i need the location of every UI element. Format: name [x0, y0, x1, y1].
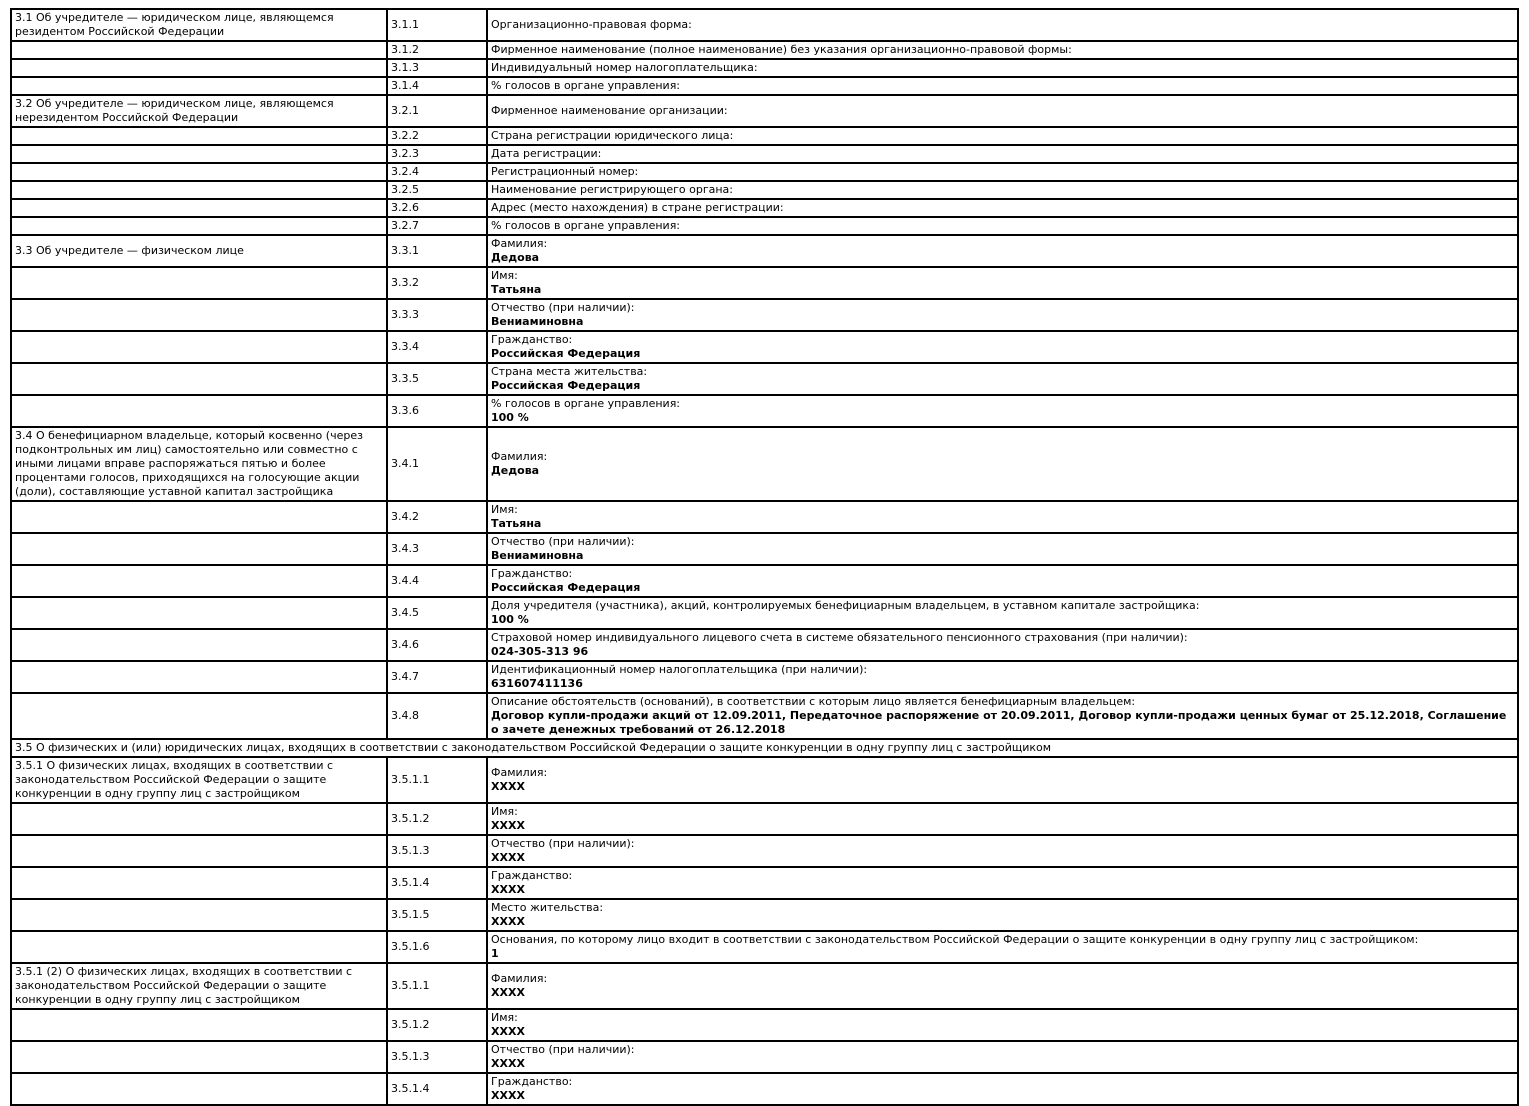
field-label: Фамилия:: [491, 450, 548, 463]
table-row: [11, 899, 1518, 931]
table-row: [11, 59, 1518, 77]
content-cell: [487, 41, 1518, 59]
content-cell: [487, 757, 1518, 803]
field-label: % голосов в органе управления:: [491, 219, 681, 232]
table-row: [11, 181, 1518, 199]
table-row: [11, 267, 1518, 299]
field-label: Доля учредителя (участника), акций, контролируемых бенефициарным владельцем, в уставном капитале застройщика:: [491, 599, 1200, 612]
section-cell: [11, 629, 387, 661]
field-value: XXXX: [491, 986, 525, 999]
table-row: [11, 835, 1518, 867]
code-cell: 3.5.1.3: [387, 1041, 487, 1073]
field-label: Описание обстоятельств (оснований), в соответствии с которым лицо является бенефициарным владельцем:: [491, 695, 1136, 708]
section-cell: [11, 1041, 387, 1073]
code-cell: 3.2.2: [387, 127, 487, 145]
code-cell: 3.3.6: [387, 395, 487, 427]
code-cell: 3.5.1.3: [387, 835, 487, 867]
field-value: 631607411136: [491, 677, 583, 690]
section-cell: 3.1 Об учредителе — юридическом лице, являющемся резидентом Российской Федерации: [11, 9, 387, 41]
section-cell: [11, 533, 387, 565]
section-cell: [11, 217, 387, 235]
content-cell: [487, 661, 1518, 693]
code-cell: 3.4.7: [387, 661, 487, 693]
table-row: [11, 533, 1518, 565]
field-label: Идентификационный номер налогоплательщика (при наличии):: [491, 663, 868, 676]
content-cell: [487, 629, 1518, 661]
section-cell: [11, 199, 387, 217]
content-cell: [487, 217, 1518, 235]
section-cell: [11, 803, 387, 835]
content-cell: [487, 427, 1518, 501]
section-cell: [11, 41, 387, 59]
code-cell: 3.5.1.6: [387, 931, 487, 963]
field-label: Имя:: [491, 1011, 518, 1024]
field-label: % голосов в органе управления:: [491, 397, 681, 410]
field-label: Имя:: [491, 503, 518, 516]
code-cell: 3.3.1: [387, 235, 487, 267]
field-label: Страна места жительства:: [491, 365, 648, 378]
section-cell: 3.4 О бенефициарном владельце, который косвенно (через подконтрольных им лиц) самостоятельно или совместно с иными лицами вправе распоряжаться пятью и более процентами голосов, приходящихся на голосующие акции (доли), составляющие уставной капитал застройщика: [11, 427, 387, 501]
field-value: 1: [491, 947, 499, 960]
section-cell: [11, 77, 387, 95]
field-value: XXXX: [491, 1089, 525, 1102]
table-row: [11, 867, 1518, 899]
content-cell: [487, 267, 1518, 299]
section-cell: 3.2 Об учредителе — юридическом лице, являющемся нерезидентом Российской Федерации: [11, 95, 387, 127]
code-cell: 3.4.2: [387, 501, 487, 533]
field-label: Гражданство:: [491, 1075, 573, 1088]
field-label: Гражданство:: [491, 869, 573, 882]
table-row: [11, 427, 1518, 501]
table-row: [11, 199, 1518, 217]
code-cell: 3.4.1: [387, 427, 487, 501]
section-cell: [11, 163, 387, 181]
field-value: Дедова: [491, 251, 540, 264]
section-cell: 3.5.1 О физических лицах, входящих в соответствии с законодательством Российской Федерации о защите конкуренции в одну группу лиц с застройщиком: [11, 757, 387, 803]
group-header-row: [11, 739, 1518, 757]
field-value: Договор купли-продажи акций от 12.09.2011, Передаточное распоряжение от 20.09.2011, Договор купли-продажи ценных бумаг от 25.12.2018, Соглашение о зачете денежных требований от 26.12.2018: [491, 709, 1507, 736]
content-cell: [487, 235, 1518, 267]
table-row: [11, 693, 1518, 739]
table-row: [11, 501, 1518, 533]
field-value: Вениаминовна: [491, 549, 584, 562]
content-cell: [487, 77, 1518, 95]
code-cell: 3.2.3: [387, 145, 487, 163]
field-label: % голосов в органе управления:: [491, 79, 681, 92]
table-row: [11, 41, 1518, 59]
field-label: Дата регистрации:: [491, 147, 602, 160]
content-cell: [487, 331, 1518, 363]
code-cell: 3.5.1.4: [387, 867, 487, 899]
field-label: Страховой номер индивидуального лицевого счета в системе обязательного пенсионного страхования (при наличии):: [491, 631, 1188, 644]
table-row: [11, 331, 1518, 363]
content-cell: [487, 867, 1518, 899]
code-cell: 3.1.4: [387, 77, 487, 95]
content-cell: [487, 835, 1518, 867]
content-cell: [487, 59, 1518, 77]
field-label: Регистрационный номер:: [491, 165, 639, 178]
content-cell: [487, 1073, 1518, 1105]
field-label: Отчество (при наличии):: [491, 837, 635, 850]
field-label: Гражданство:: [491, 333, 573, 346]
section-cell: [11, 501, 387, 533]
content-cell: [487, 803, 1518, 835]
table-row: [11, 661, 1518, 693]
group-header-cell: 3.5 О физических и (или) юридических лицах, входящих в соответствии с законодательством Российской Федерации о защите конкуренции в одну группу лиц с застройщиком: [11, 739, 1518, 757]
code-cell: 3.2.5: [387, 181, 487, 199]
table-row: [11, 629, 1518, 661]
content-cell: [487, 501, 1518, 533]
content-cell: [487, 127, 1518, 145]
section-cell: [11, 1073, 387, 1105]
table-row: [11, 1041, 1518, 1073]
table-row: [11, 95, 1518, 127]
content-cell: [487, 1041, 1518, 1073]
field-label: Организационно-правовая форма:: [491, 18, 692, 31]
field-label: Имя:: [491, 805, 518, 818]
field-value: Вениаминовна: [491, 315, 584, 328]
field-value: 100 %: [491, 411, 529, 424]
field-label: Фирменное наименование (полное наименование) без указания организационно-правовой формы:: [491, 43, 1072, 56]
field-value: Татьяна: [491, 517, 542, 530]
section-cell: [11, 661, 387, 693]
code-cell: 3.5.1.1: [387, 963, 487, 1009]
field-label: Наименование регистрирующего органа:: [491, 183, 733, 196]
code-cell: 3.5.1.1: [387, 757, 487, 803]
table-row: [11, 217, 1518, 235]
section-cell: [11, 1009, 387, 1041]
content-cell: [487, 597, 1518, 629]
code-cell: 3.2.7: [387, 217, 487, 235]
table-row: [11, 77, 1518, 95]
field-label: Индивидуальный номер налогоплательщика:: [491, 61, 758, 74]
field-label: Имя:: [491, 269, 518, 282]
section-cell: [11, 395, 387, 427]
section-cell: [11, 363, 387, 395]
code-cell: 3.4.8: [387, 693, 487, 739]
field-value: Российская Федерация: [491, 379, 641, 392]
code-cell: 3.3.5: [387, 363, 487, 395]
code-cell: 3.3.4: [387, 331, 487, 363]
section-cell: [11, 331, 387, 363]
code-cell: 3.5.1.5: [387, 899, 487, 931]
section-cell: [11, 267, 387, 299]
content-cell: [487, 693, 1518, 739]
field-label: Фирменное наименование организации:: [491, 104, 728, 117]
content-cell: [487, 9, 1518, 41]
content-cell: [487, 145, 1518, 163]
field-value: Российская Федерация: [491, 347, 641, 360]
code-cell: 3.2.4: [387, 163, 487, 181]
table-row: [11, 1009, 1518, 1041]
code-cell: 3.2.6: [387, 199, 487, 217]
code-cell: 3.5.1.2: [387, 1009, 487, 1041]
field-label: Место жительства:: [491, 901, 604, 914]
disclosure-table-body: [11, 9, 1518, 1105]
table-row: [11, 127, 1518, 145]
field-value: XXXX: [491, 851, 525, 864]
code-cell: 3.5.1.2: [387, 803, 487, 835]
table-row: [11, 931, 1518, 963]
table-row: [11, 963, 1518, 1009]
section-cell: [11, 867, 387, 899]
content-cell: [487, 163, 1518, 181]
content-cell: [487, 95, 1518, 127]
field-label: Фамилия:: [491, 972, 548, 985]
section-cell: [11, 145, 387, 163]
section-cell: [11, 899, 387, 931]
code-cell: 3.2.1: [387, 95, 487, 127]
field-label: Отчество (при наличии):: [491, 301, 635, 314]
content-cell: [487, 181, 1518, 199]
code-cell: 3.1.3: [387, 59, 487, 77]
section-cell: [11, 835, 387, 867]
field-label: Гражданство:: [491, 567, 573, 580]
code-cell: 3.4.6: [387, 629, 487, 661]
field-value: XXXX: [491, 819, 525, 832]
section-cell: 3.3 Об учредителе — физическом лице: [11, 235, 387, 267]
section-cell: [11, 931, 387, 963]
field-value: Татьяна: [491, 283, 542, 296]
content-cell: [487, 199, 1518, 217]
field-value: 024-305-313 96: [491, 645, 589, 658]
code-cell: 3.4.3: [387, 533, 487, 565]
content-cell: [487, 363, 1518, 395]
content-cell: [487, 565, 1518, 597]
content-cell: [487, 1009, 1518, 1041]
field-label: Страна регистрации юридического лица:: [491, 129, 734, 142]
section-cell: [11, 597, 387, 629]
section-cell: [11, 299, 387, 331]
field-label: Отчество (при наличии):: [491, 1043, 635, 1056]
code-cell: 3.5.1.4: [387, 1073, 487, 1105]
table-row: [11, 565, 1518, 597]
field-value: XXXX: [491, 780, 525, 793]
disclosure-table: [10, 8, 1519, 1106]
field-value: XXXX: [491, 915, 525, 928]
table-row: [11, 803, 1518, 835]
section-cell: [11, 59, 387, 77]
field-value: XXXX: [491, 1057, 525, 1070]
table-row: [11, 757, 1518, 803]
field-value: XXXX: [491, 883, 525, 896]
content-cell: [487, 899, 1518, 931]
content-cell: [487, 533, 1518, 565]
table-row: [11, 299, 1518, 331]
code-cell: 3.3.2: [387, 267, 487, 299]
content-cell: [487, 963, 1518, 1009]
section-cell: [11, 127, 387, 145]
table-row: [11, 163, 1518, 181]
field-value: Дедова: [491, 464, 540, 477]
field-value: 100 %: [491, 613, 529, 626]
code-cell: 3.1.1: [387, 9, 487, 41]
section-cell: 3.5.1 (2) О физических лицах, входящих в соответствии с законодательством Российской Федерации о защите конкуренции в одну группу лиц с застройщиком: [11, 963, 387, 1009]
table-row: [11, 597, 1518, 629]
code-cell: 3.4.4: [387, 565, 487, 597]
field-value: XXXX: [491, 1025, 525, 1038]
table-row: [11, 235, 1518, 267]
code-cell: 3.1.2: [387, 41, 487, 59]
code-cell: 3.3.3: [387, 299, 487, 331]
table-row: [11, 1073, 1518, 1105]
table-row: [11, 395, 1518, 427]
field-label: Фамилия:: [491, 766, 548, 779]
content-cell: [487, 395, 1518, 427]
content-cell: [487, 299, 1518, 331]
section-cell: [11, 565, 387, 597]
section-cell: [11, 693, 387, 739]
field-label: Адрес (место нахождения) в стране регистрации:: [491, 201, 784, 214]
field-label: Фамилия:: [491, 237, 548, 250]
code-cell: 3.4.5: [387, 597, 487, 629]
field-value: Российская Федерация: [491, 581, 641, 594]
table-row: [11, 9, 1518, 41]
section-cell: [11, 181, 387, 199]
table-row: [11, 363, 1518, 395]
content-cell: [487, 931, 1518, 963]
table-row: [11, 145, 1518, 163]
field-label: Отчество (при наличии):: [491, 535, 635, 548]
field-label: Основания, по которому лицо входит в соответствии с законодательством Российской Федерации о защите конкуренции в одну группу лиц с застройщиком:: [491, 933, 1419, 946]
